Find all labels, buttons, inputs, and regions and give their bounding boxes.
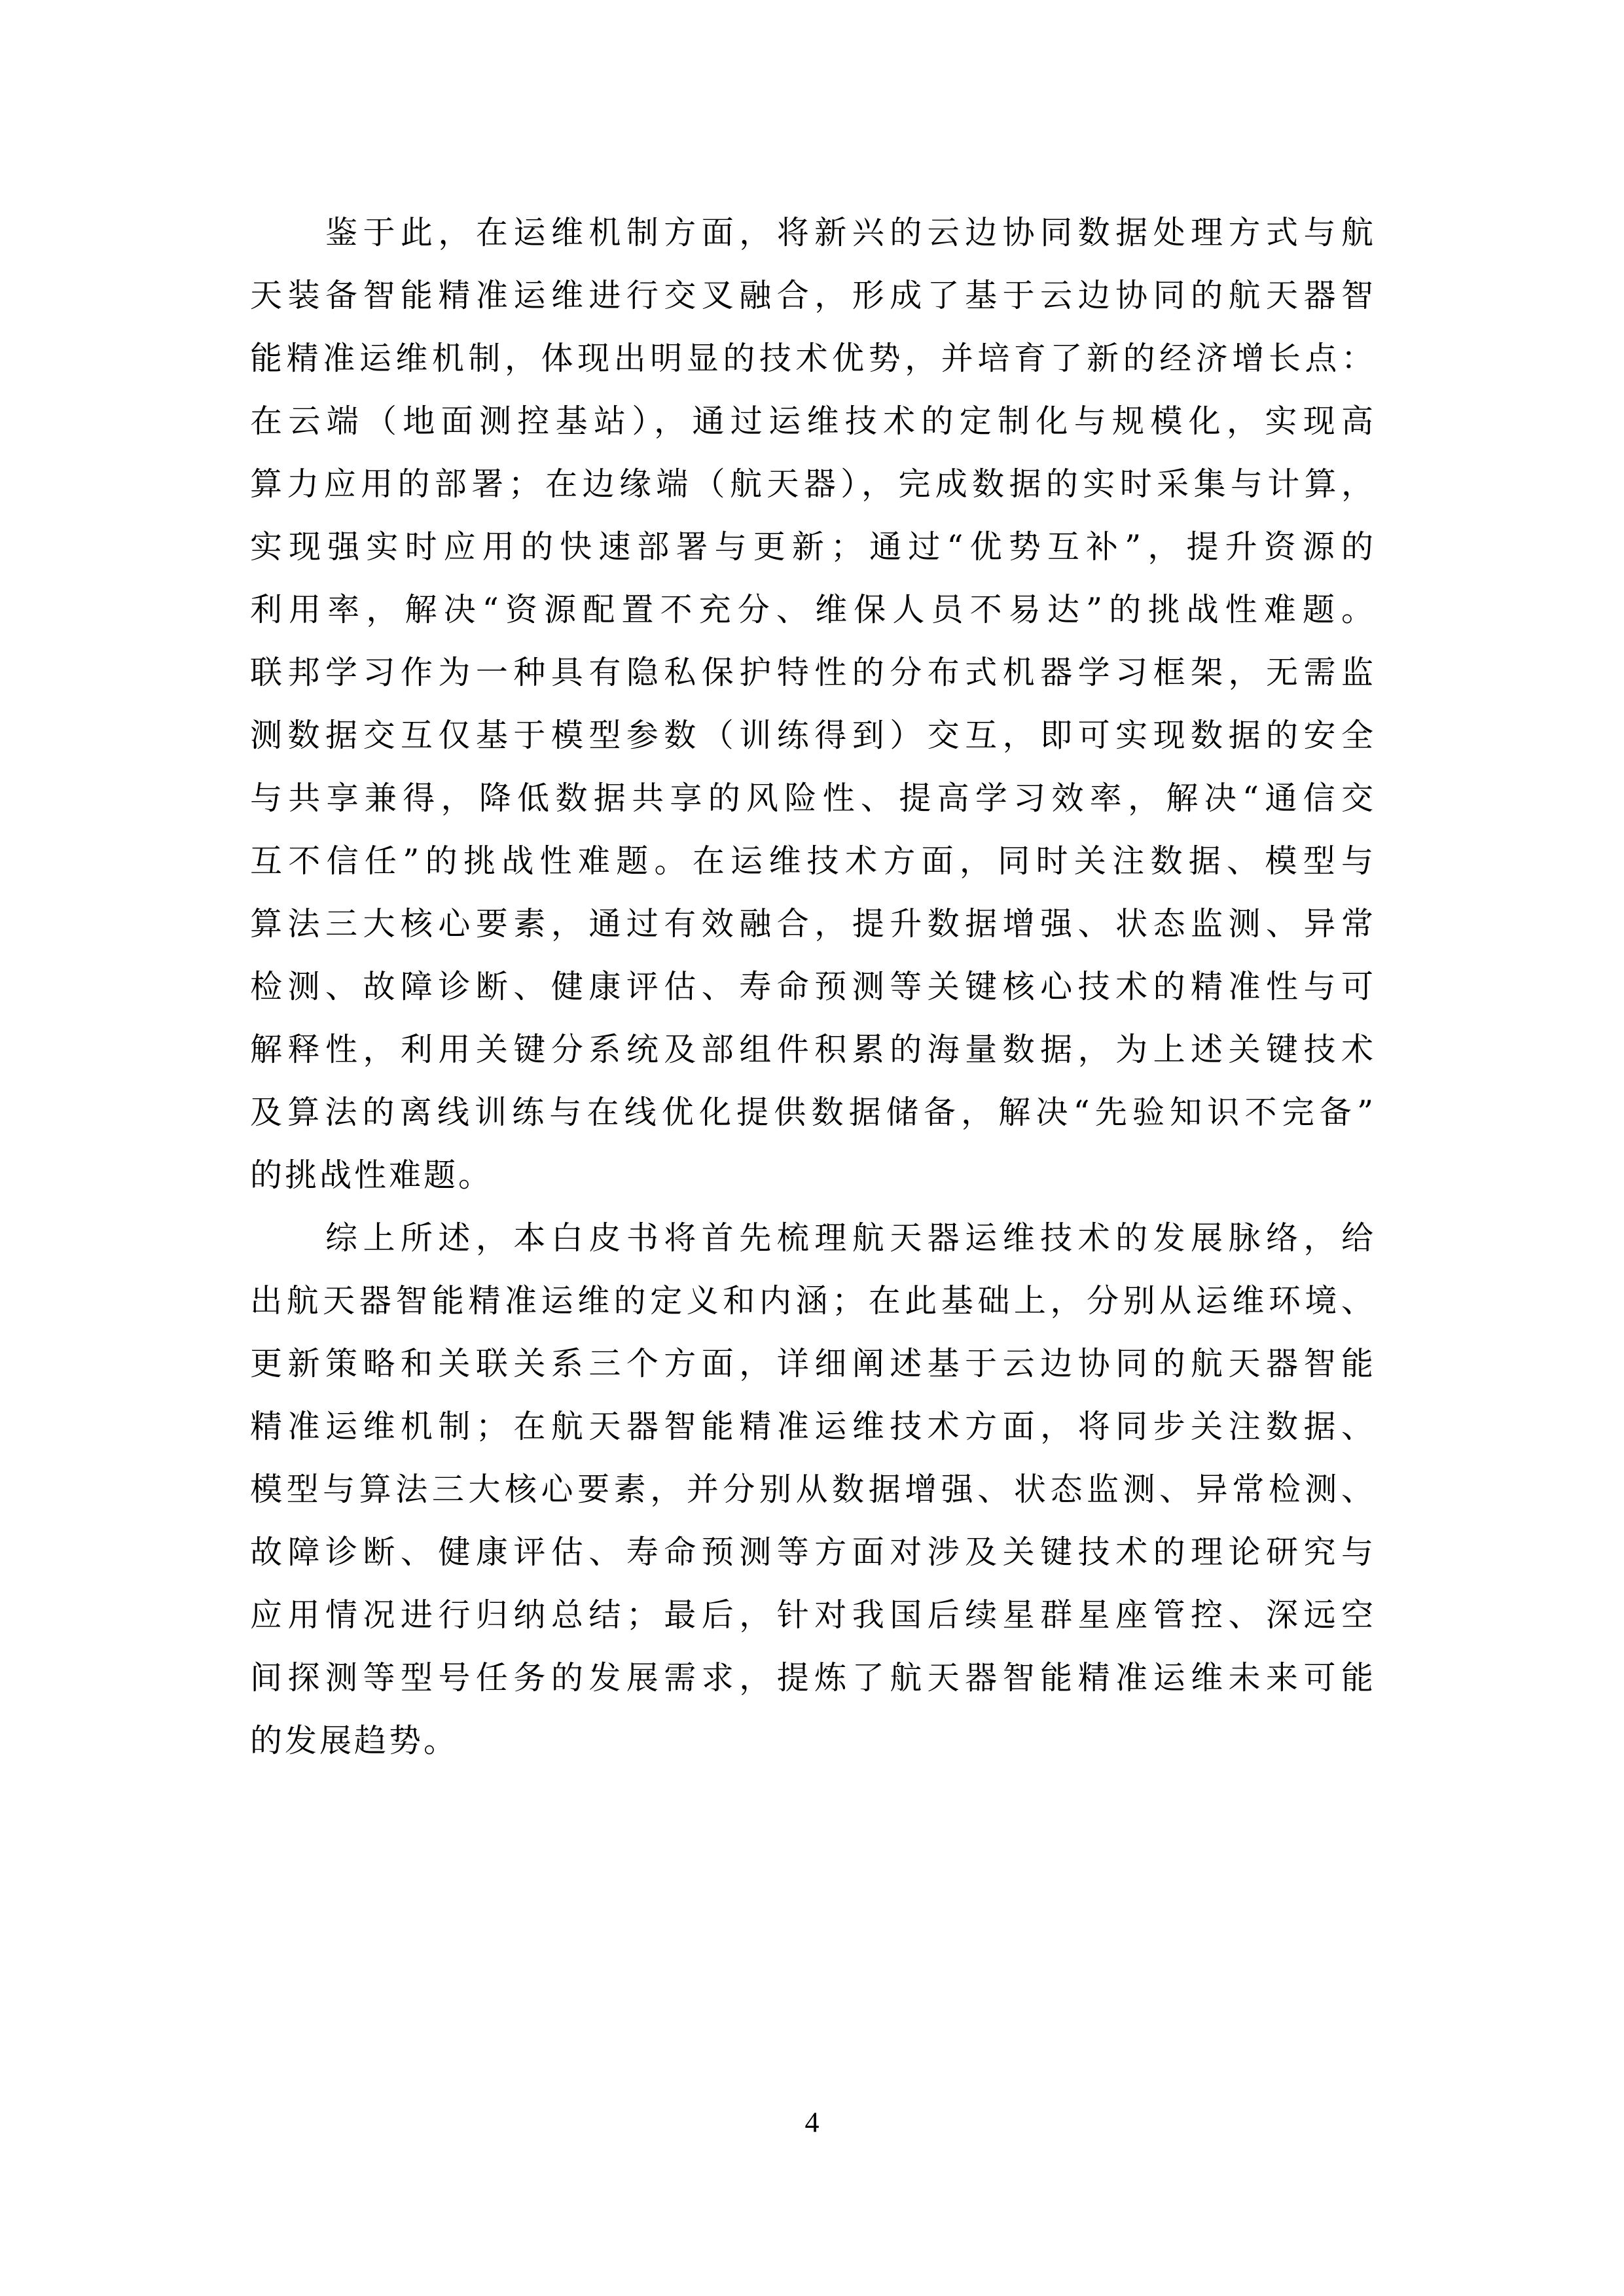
- page-number: 4: [804, 2106, 820, 2138]
- text-line: 出航天器智能精准运维的定义和内涵；在此基础上，分别从运维环境、: [250, 1282, 1376, 1319]
- text-line: 能精准运维机制，体现出明显的技术优势，并培育了新的经济增长点：: [250, 340, 1376, 377]
- text-line: 算法三大核心要素，通过有效融合，提升数据增强、状态监测、异常: [250, 905, 1376, 942]
- text-line: 的挑战性难题。: [250, 1157, 494, 1194]
- text-line: 互不信任”的挑战性难题。在运维技术方面，同时关注数据、模型与: [250, 842, 1376, 880]
- text-line: 间探测等型号任务的发展需求，提炼了航天器智能精准运维未来可能: [250, 1659, 1376, 1696]
- text-line: 检测、故障诊断、健康评估、寿命预测等关键核心技术的精准性与可: [250, 968, 1376, 1005]
- text-line: 鉴于此，在运维机制方面，将新兴的云边协同数据处理方式与航: [250, 214, 1376, 251]
- text-line: 联邦学习作为一种具有隐私保护特性的分布式机器学习框架，无需监: [250, 654, 1376, 691]
- text-line: 故障诊断、健康评估、寿命预测等方面对涉及关键技术的理论研究与: [250, 1534, 1376, 1571]
- text-line: 精准运维机制；在航天器智能精准运维技术方面，将同步关注数据、: [250, 1408, 1376, 1445]
- text-line: 利用率，解决“资源配置不充分、维保人员不易达”的挑战性难题。: [250, 591, 1376, 628]
- text-line: 算力应用的部署；在边缘端（航天器），完成数据的实时采集与计算，: [250, 465, 1376, 503]
- text-line: 更新策略和关联关系三个方面，详细阐述基于云边协同的航天器智能: [250, 1345, 1376, 1382]
- text-line: 解释性，利用关键分系统及部组件积累的海量数据，为上述关键技术: [250, 1031, 1376, 1068]
- text-line: 测数据交互仅基于模型参数（训练得到）交互，即可实现数据的安全: [250, 717, 1376, 754]
- text-line: 实现强实时应用的快速部署与更新；通过“优势互补”，提升资源的: [250, 528, 1376, 565]
- text-line: 应用情况进行归纳总结；最后，针对我国后续星群星座管控、深远空: [250, 1596, 1376, 1634]
- text-line: 天装备智能精准运维进行交叉融合，形成了基于云边协同的航天器智: [250, 277, 1376, 314]
- text-line: 与共享兼得，降低数据共享的风险性、提高学习效率，解决“通信交: [250, 780, 1376, 817]
- text-line: 综上所述，本白皮书将首先梳理航天器运维技术的发展脉络，给: [250, 1219, 1376, 1257]
- text-line: 及算法的离线训练与在线优化提供数据储备，解决“先验知识不完备”: [250, 1094, 1376, 1131]
- text-line: 的发展趋势。: [250, 1722, 459, 1759]
- text-line: 模型与算法三大核心要素，并分别从数据增强、状态监测、异常检测、: [250, 1471, 1376, 1508]
- text-line: 在云端（地面测控基站），通过运维技术的定制化与规模化，实现高: [250, 403, 1376, 440]
- body-text: [250, 202, 1376, 1772]
